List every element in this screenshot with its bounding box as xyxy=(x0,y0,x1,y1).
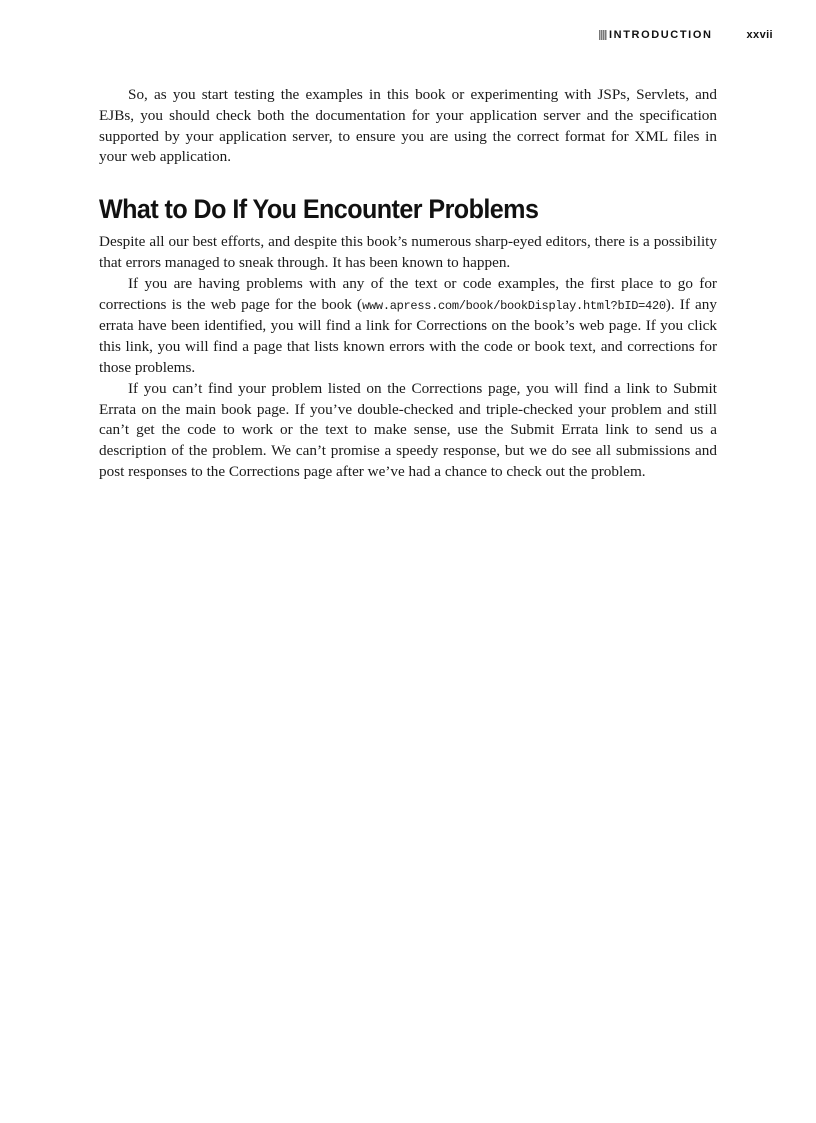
paragraph-2-text-after-url: ). If any errata have been identified, you will find a link for Corrections on the book’s web page. If you click this link, you will find a page that lists known errors with the code or book text, and corrections for those problems. xyxy=(99,295,717,376)
intro-paragraph: So, as you start testing the examples in this book or experimenting with JSPs, Servlets, and EJBs, you should check both the documentation for your application server and the specification supported by your application server, to ensure you are using the correct format for XML files in your web application. xyxy=(99,86,717,166)
problems-paragraph-3: If you can’t find your problem listed on the Corrections page, you will find a link to Submit Errata on the main book page. If you’ve double-checked and triple-checked your problem and still can’t get the code to work or the text to make sense, use the Submit Errata link to send us a description of the problem. We can’t promise a speedy response, but we do see all submissions and post responses to the Corrections page after we’ve had a chance to check out the problem. xyxy=(99,379,717,480)
page-number: xxvii xyxy=(746,29,773,41)
page-body xyxy=(99,85,717,483)
header-bar-mark xyxy=(599,30,607,40)
problems-paragraph-1: Despite all our best efforts, and despite this book’s numerous sharp-eyed editors, there is a possibility that errors managed to sneak through. It has been known to happen. xyxy=(99,233,717,271)
errata-url: www.apress.com/book/bookDisplay.html?bID=420 xyxy=(362,298,666,313)
problems-paragraph-2 xyxy=(99,274,717,379)
running-header xyxy=(599,29,773,41)
section-heading: What to Do If You Encounter Problems xyxy=(99,194,539,225)
header-section-title: INTRODUCTION xyxy=(609,29,713,41)
paragraph-2-text-before-url: If you are having problems with any of the text or code examples, the first place to go for corrections is the web page for the book ( xyxy=(99,274,717,313)
